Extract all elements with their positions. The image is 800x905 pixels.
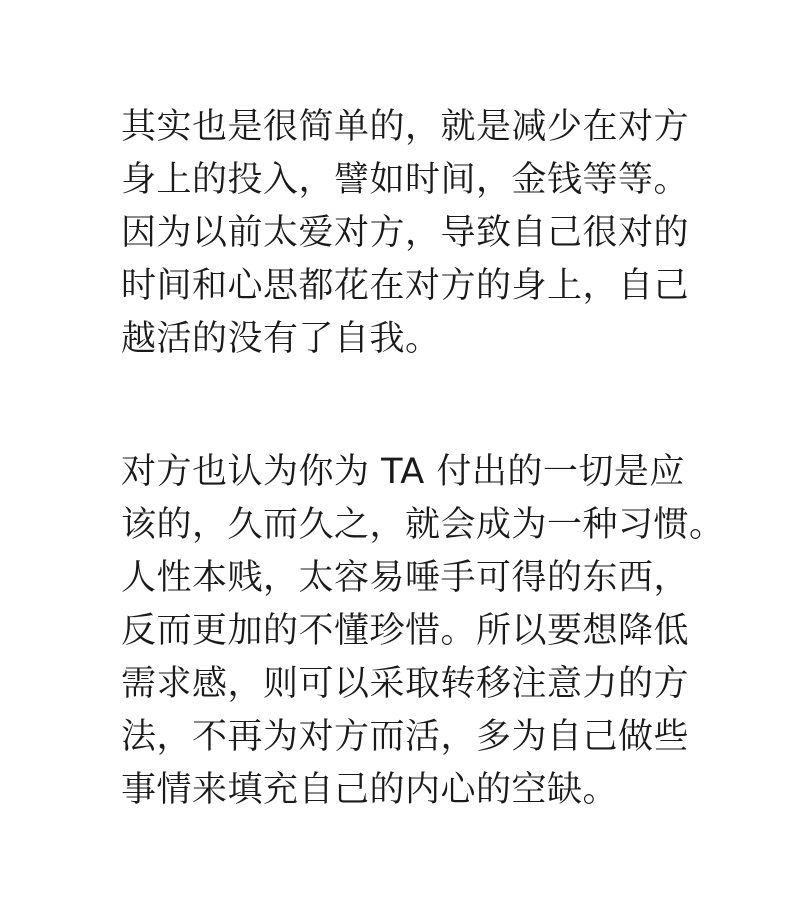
text-line: 身上的投入，譬如时间，金钱等等。: [121, 160, 690, 200]
text-line: 时间和心思都花在对方的身上，自己: [121, 266, 690, 306]
text-line: 因为以前太爱对方，导致自己很对的: [121, 213, 690, 253]
text-line: 人性本贱，太容易唾手可得的东西，: [121, 558, 690, 598]
paragraph-2: [121, 446, 725, 817]
text-line: 越活的没有了自我。: [121, 319, 441, 359]
paragraph-1: [121, 101, 691, 366]
text-line: 法，不再为对方而活，多为自己做些: [121, 717, 690, 757]
text-line: 对方也认为你为 TA 付出的一切是应: [121, 452, 685, 492]
text-line: 需求感，则可以采取转移注意力的方: [121, 664, 690, 704]
text-line: 事情来填充自己的内心的空缺。: [121, 770, 619, 810]
text-line: 其实也是很简单的，就是减少在对方: [121, 107, 690, 147]
text-line: 该的，久而久之，就会成为一种习惯。: [121, 505, 725, 545]
text-line: 反而更加的不懂珍惜。所以要想降低: [121, 611, 690, 651]
